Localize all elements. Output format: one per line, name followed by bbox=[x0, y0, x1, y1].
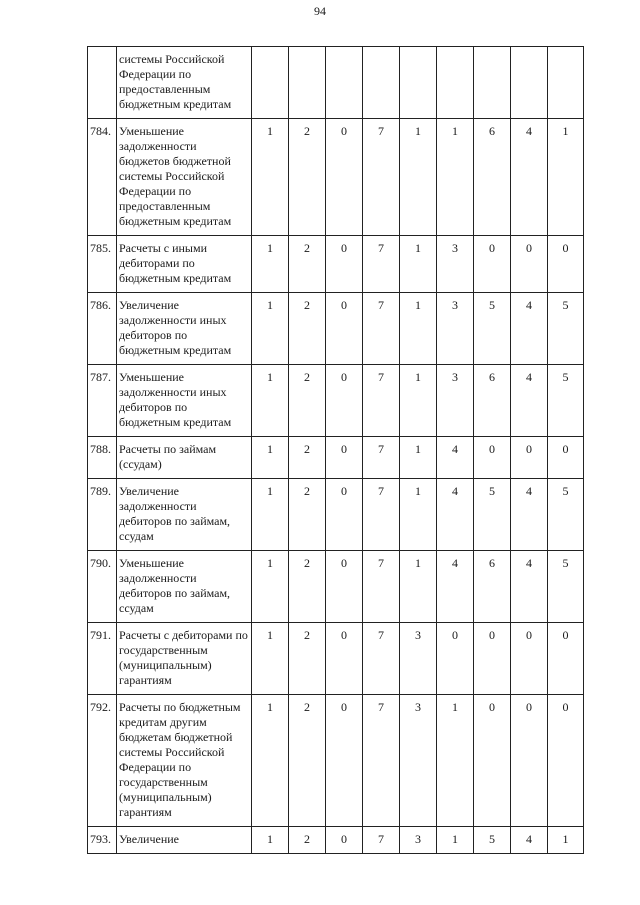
account-name-cell: Расчеты по бюджетным кредитам другим бюджетам бюджетной системы Российской Федерации по государственным (муниципальным) гарантиям bbox=[117, 695, 252, 827]
code-digit-cell: 7 bbox=[363, 695, 400, 827]
code-digit-cell: 3 bbox=[400, 827, 437, 854]
table-row bbox=[88, 479, 584, 551]
code-digit-cell bbox=[437, 47, 474, 119]
code-digit-cell: 0 bbox=[511, 236, 548, 293]
code-digit-cell: 1 bbox=[252, 623, 289, 695]
code-digit-cell: 0 bbox=[326, 827, 363, 854]
code-digit-cell: 1 bbox=[437, 827, 474, 854]
code-digit-cell bbox=[326, 47, 363, 119]
code-digit-cell: 3 bbox=[437, 293, 474, 365]
row-number-cell bbox=[88, 47, 117, 119]
code-digit-cell: 0 bbox=[326, 236, 363, 293]
code-digit-cell: 2 bbox=[289, 623, 326, 695]
code-digit-cell: 0 bbox=[437, 623, 474, 695]
code-digit-cell: 1 bbox=[548, 119, 584, 236]
code-digit-cell: 2 bbox=[289, 293, 326, 365]
page-number: 94 bbox=[314, 4, 326, 18]
code-digit-cell: 7 bbox=[363, 293, 400, 365]
code-digit-cell: 1 bbox=[437, 119, 474, 236]
table-row bbox=[88, 365, 584, 437]
row-number-cell: 792. bbox=[88, 695, 117, 827]
code-digit-cell: 1 bbox=[252, 437, 289, 479]
code-digit-cell: 0 bbox=[326, 551, 363, 623]
code-digit-cell: 2 bbox=[289, 236, 326, 293]
table-row bbox=[88, 236, 584, 293]
code-digit-cell: 1 bbox=[400, 236, 437, 293]
code-digit-cell: 4 bbox=[511, 365, 548, 437]
code-digit-cell bbox=[363, 47, 400, 119]
code-digit-cell: 0 bbox=[511, 437, 548, 479]
code-digit-cell: 4 bbox=[437, 437, 474, 479]
code-digit-cell: 0 bbox=[548, 236, 584, 293]
code-digit-cell: 5 bbox=[474, 293, 511, 365]
code-digit-cell: 3 bbox=[437, 365, 474, 437]
code-digit-cell: 1 bbox=[400, 119, 437, 236]
row-number-cell: 788. bbox=[88, 437, 117, 479]
code-digit-cell: 5 bbox=[474, 479, 511, 551]
code-digit-cell: 6 bbox=[474, 551, 511, 623]
table-row bbox=[88, 695, 584, 827]
code-digit-cell: 5 bbox=[548, 479, 584, 551]
code-digit-cell bbox=[548, 47, 584, 119]
code-digit-cell: 0 bbox=[326, 365, 363, 437]
code-digit-cell: 4 bbox=[511, 119, 548, 236]
code-digit-cell: 3 bbox=[400, 623, 437, 695]
code-digit-cell: 4 bbox=[437, 551, 474, 623]
code-digit-cell: 0 bbox=[474, 236, 511, 293]
code-digit-cell: 0 bbox=[474, 695, 511, 827]
code-digit-cell: 2 bbox=[289, 437, 326, 479]
code-digit-cell: 1 bbox=[437, 695, 474, 827]
code-digit-cell: 2 bbox=[289, 551, 326, 623]
code-digit-cell: 0 bbox=[474, 437, 511, 479]
code-digit-cell: 0 bbox=[326, 479, 363, 551]
table-row bbox=[88, 623, 584, 695]
code-digit-cell: 1 bbox=[252, 479, 289, 551]
row-number-cell: 789. bbox=[88, 479, 117, 551]
code-digit-cell: 6 bbox=[474, 365, 511, 437]
code-digit-cell: 5 bbox=[548, 365, 584, 437]
code-digit-cell: 1 bbox=[400, 551, 437, 623]
code-digit-cell: 7 bbox=[363, 479, 400, 551]
row-number-cell: 787. bbox=[88, 365, 117, 437]
code-digit-cell: 4 bbox=[511, 551, 548, 623]
account-name-cell: Увеличение задолженности дебиторов по займам, ссудам bbox=[117, 479, 252, 551]
code-digit-cell: 0 bbox=[326, 623, 363, 695]
row-number-cell: 786. bbox=[88, 293, 117, 365]
code-digit-cell: 0 bbox=[326, 293, 363, 365]
table-row bbox=[88, 293, 584, 365]
code-digit-cell: 3 bbox=[437, 236, 474, 293]
table-row bbox=[88, 47, 584, 119]
row-number-cell: 793. bbox=[88, 827, 117, 854]
code-digit-cell: 1 bbox=[400, 365, 437, 437]
code-digit-cell: 2 bbox=[289, 365, 326, 437]
account-name-cell: Расчеты по займам (ссудам) bbox=[117, 437, 252, 479]
account-codes-table bbox=[87, 46, 584, 854]
code-digit-cell: 7 bbox=[363, 119, 400, 236]
table-row bbox=[88, 437, 584, 479]
code-digit-cell: 4 bbox=[511, 827, 548, 854]
code-digit-cell: 1 bbox=[252, 236, 289, 293]
code-digit-cell: 1 bbox=[252, 293, 289, 365]
code-digit-cell: 4 bbox=[511, 293, 548, 365]
row-number-cell: 784. bbox=[88, 119, 117, 236]
code-digit-cell: 0 bbox=[326, 437, 363, 479]
code-digit-cell bbox=[474, 47, 511, 119]
table-row bbox=[88, 119, 584, 236]
code-digit-cell: 1 bbox=[252, 695, 289, 827]
code-digit-cell: 7 bbox=[363, 551, 400, 623]
code-digit-cell: 0 bbox=[548, 695, 584, 827]
code-digit-cell: 1 bbox=[400, 437, 437, 479]
code-digit-cell: 5 bbox=[548, 551, 584, 623]
code-digit-cell: 7 bbox=[363, 437, 400, 479]
code-digit-cell bbox=[252, 47, 289, 119]
code-digit-cell: 5 bbox=[548, 293, 584, 365]
table-row bbox=[88, 827, 584, 854]
account-name-cell: Уменьшение задолженности дебиторов по займам, ссудам bbox=[117, 551, 252, 623]
code-digit-cell bbox=[511, 47, 548, 119]
account-name-cell: Увеличение bbox=[117, 827, 252, 854]
account-name-cell: Расчеты с иными дебиторами по бюджетным кредитам bbox=[117, 236, 252, 293]
code-digit-cell: 0 bbox=[326, 119, 363, 236]
account-name-cell: Уменьшение задолженности бюджетов бюджетной системы Российской Федерации по предоставленным бюджетным кредитам bbox=[117, 119, 252, 236]
code-digit-cell: 1 bbox=[548, 827, 584, 854]
code-digit-cell: 7 bbox=[363, 365, 400, 437]
account-name-cell: Расчеты с дебиторами по государственным (муниципальным) гарантиям bbox=[117, 623, 252, 695]
code-digit-cell: 2 bbox=[289, 119, 326, 236]
row-number-cell: 785. bbox=[88, 236, 117, 293]
code-digit-cell: 3 bbox=[400, 695, 437, 827]
code-digit-cell: 5 bbox=[474, 827, 511, 854]
account-name-cell: системы Российской Федерации по предоставленным бюджетным кредитам bbox=[117, 47, 252, 119]
code-digit-cell: 1 bbox=[252, 119, 289, 236]
code-digit-cell: 2 bbox=[289, 695, 326, 827]
code-digit-cell: 0 bbox=[548, 437, 584, 479]
code-digit-cell bbox=[400, 47, 437, 119]
code-digit-cell: 0 bbox=[511, 623, 548, 695]
table-row bbox=[88, 551, 584, 623]
code-digit-cell: 1 bbox=[252, 551, 289, 623]
code-digit-cell: 4 bbox=[511, 479, 548, 551]
row-number-cell: 790. bbox=[88, 551, 117, 623]
code-digit-cell: 4 bbox=[437, 479, 474, 551]
code-digit-cell: 7 bbox=[363, 827, 400, 854]
code-digit-cell: 2 bbox=[289, 827, 326, 854]
row-number-cell: 791. bbox=[88, 623, 117, 695]
account-name-cell: Уменьшение задолженности иных дебиторов по бюджетным кредитам bbox=[117, 365, 252, 437]
code-digit-cell: 7 bbox=[363, 623, 400, 695]
code-digit-cell: 2 bbox=[289, 479, 326, 551]
account-name-cell: Увеличение задолженности иных дебиторов по бюджетным кредитам bbox=[117, 293, 252, 365]
code-digit-cell: 1 bbox=[400, 479, 437, 551]
code-digit-cell bbox=[289, 47, 326, 119]
code-digit-cell: 1 bbox=[252, 827, 289, 854]
code-digit-cell: 6 bbox=[474, 119, 511, 236]
code-digit-cell: 0 bbox=[548, 623, 584, 695]
code-digit-cell: 0 bbox=[474, 623, 511, 695]
table-body bbox=[88, 47, 584, 854]
code-digit-cell: 0 bbox=[511, 695, 548, 827]
code-digit-cell: 7 bbox=[363, 236, 400, 293]
code-digit-cell: 1 bbox=[400, 293, 437, 365]
code-digit-cell: 0 bbox=[326, 695, 363, 827]
code-digit-cell: 1 bbox=[252, 365, 289, 437]
